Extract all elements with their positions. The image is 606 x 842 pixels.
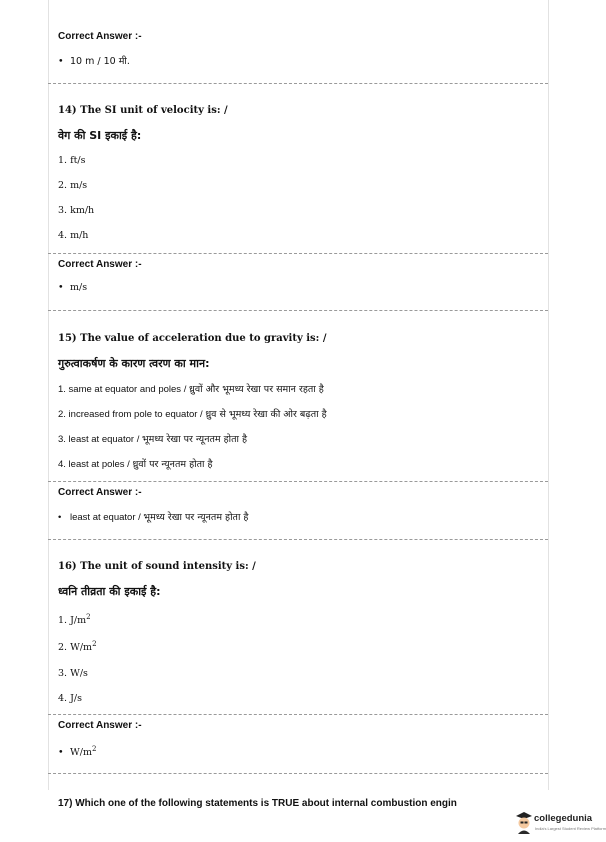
option-15-1: 1. same at equator and poles / ध्रुवों और भूमध्य रेखा पर समान रहता है [58,384,324,395]
correct-answer-q16: • $W/m^2$ [58,745,97,759]
option-15-4: 4. least at poles / ध्रुवों पर न्यूनतम होता है [58,459,213,470]
correct-answer-label: Correct Answer :- [58,31,142,42]
correct-answer-label: Correct Answer :- [58,487,142,498]
question-15-hindi: गुरुत्वाकर्षण के कारण त्वरण का मान: [58,357,210,370]
correct-answer-label: Correct Answer :- [58,259,142,270]
question-14-hindi: वेग की SI इकाई है: [58,129,142,142]
correct-answer-q14: • m/s [58,282,88,293]
logo-name: collegedunia [534,813,593,824]
option-16-1: 1. $J/m^2$ [58,613,91,627]
option-15-2: 2. increased from pole to equator / ध्रुव से भूमध्य रेखा की ओर बढ़ता है [58,409,327,420]
right-border [548,0,549,790]
correct-answer-label: Correct Answer :- [58,720,142,731]
separator [48,253,548,254]
separator [48,773,548,774]
option-14-4: 4. m/h [58,230,89,241]
left-border [48,0,49,790]
question-16: 16) The unit of sound intensity is: / [58,561,256,572]
question-14: 14) The SI unit of velocity is: / [58,105,228,116]
separator [48,481,548,482]
student-mascot-icon [514,810,534,834]
question-15: 15) The value of acceleration due to gravity is: / [58,333,327,344]
collegedunia-logo [510,808,606,838]
option-16-4: 4. J/s [58,693,82,705]
question-16-hindi: ध्वनि तीव्रता की इकाई है: [58,585,161,598]
question-17: 17) Which one of the following statements is TRUE about internal combustion engin [58,798,457,809]
option-14-3: 3. km/h [58,205,95,216]
logo-tagline: India's Largest Student Review Platform [535,826,606,831]
correct-answer-q15: • least at equator / भूमध्य रेखा पर न्यूनतम होता है [58,512,249,523]
separator [48,83,548,84]
option-15-3: 3. least at equator / भूमध्य रेखा पर न्यूनतम होता है [58,434,248,445]
option-16-2: 2. $W/m^2$ [58,640,97,654]
option-14-1: 1. ft/s [58,155,86,166]
separator [48,539,548,540]
separator [48,310,548,311]
option-14-2: 2. m/s [58,180,88,191]
correct-answer-q13: • 10 m / 10 मी. [58,56,130,67]
option-16-3: 3. W/s [58,668,88,680]
separator [48,714,548,715]
